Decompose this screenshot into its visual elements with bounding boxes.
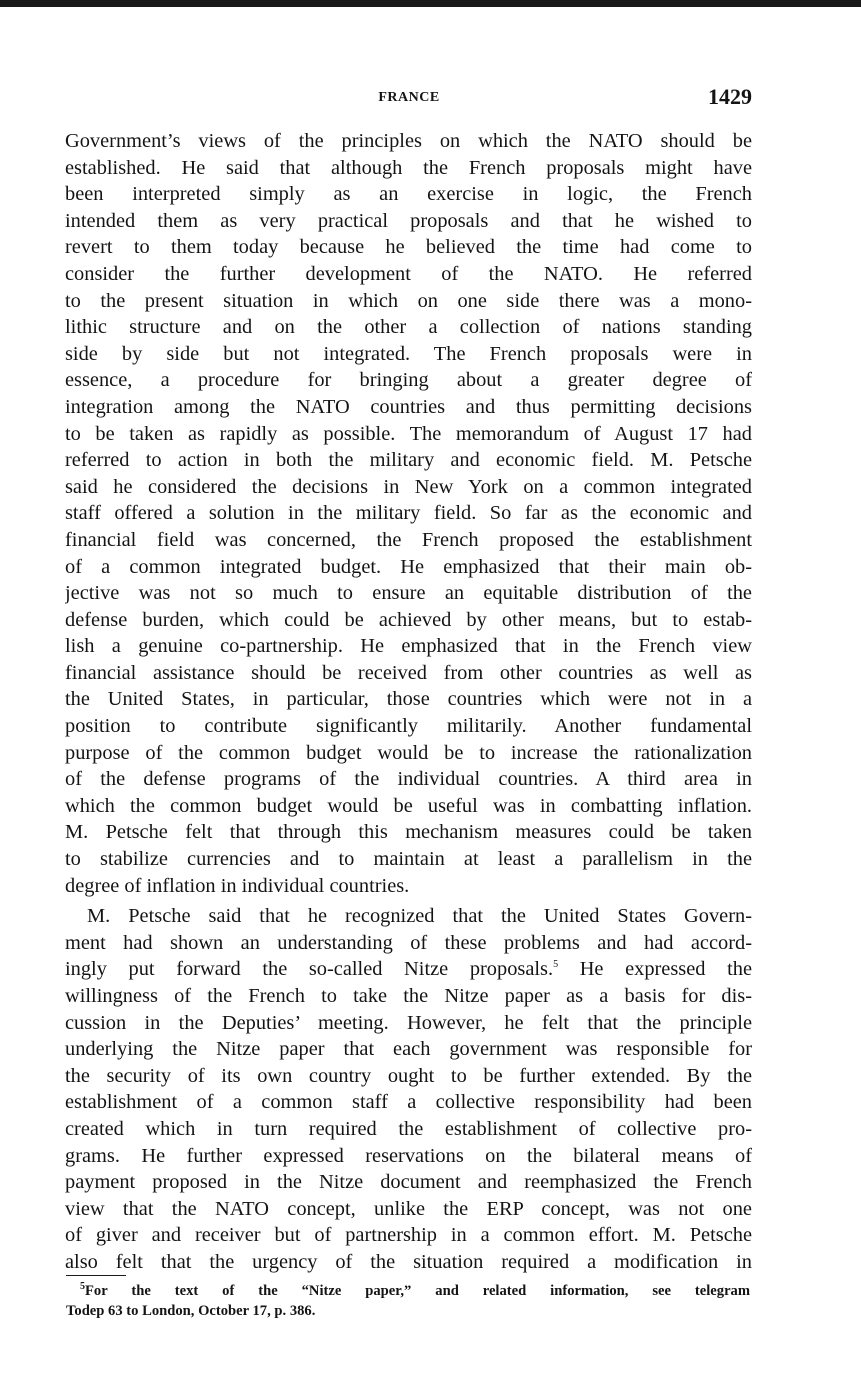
text-line: to be taken as rapidly as possible. The memorandum of August 17 had (65, 422, 752, 445)
text-line: payment proposed in the Nitze document and reemphasized the French (65, 1171, 752, 1194)
text-line: of a common integrated budget. He emphasized that their main ob- (65, 555, 752, 578)
footnote-marker: 5 (80, 1281, 85, 1293)
text-line: establishment of a common staff a collective responsibility had been (65, 1091, 752, 1114)
text-line: underlying the Nitze paper that each government was responsible for (65, 1038, 752, 1061)
text-line: position to contribute significantly militarily. Another fundamental (65, 715, 752, 738)
page-number: 1429 (708, 84, 752, 109)
text-line: of the defense programs of the individual countries. A third area in (65, 768, 752, 791)
footnote (66, 1281, 750, 1321)
text-line: financial assistance should be received from other countries as well as (65, 661, 752, 684)
text-line: willingness of the French to take the Nitze paper as a basis for dis- (65, 985, 752, 1007)
text-line: also felt that the urgency of the situation required a modification in (65, 1250, 752, 1273)
text-line: financial field was concerned, the French proposed the establishment (65, 528, 752, 551)
text-line: created which in turn required the establishment of collective pro- (65, 1117, 752, 1140)
text-line: lithic structure and on the other a collection of nations standing (65, 316, 752, 339)
text-line-with-footnote-ref (65, 956, 752, 983)
running-title: FRANCE (378, 90, 440, 105)
text-line: established. He said that although the French proposals might have (65, 156, 752, 179)
text-line: intended them as very practical proposals and that he wished to (65, 209, 752, 232)
text-line: staff offered a solution in the military field. So far as the economic and (65, 502, 752, 525)
top-border-rule (0, 0, 861, 7)
text-line: to the present situation in which on one side there was a mono- (65, 289, 752, 312)
text-line: purpose of the common budget would be to increase the rationalization (65, 741, 752, 764)
body-text (65, 128, 752, 1276)
text-segment: ingly put forward the so-called Nitze proposals. (65, 958, 554, 981)
text-line: M. Petsche said that he recognized that the United States Govern- (87, 905, 752, 928)
paragraph-1 (65, 128, 752, 899)
text-line: defense burden, which could be achieved by other means, but to estab- (65, 608, 752, 631)
running-head (66, 84, 752, 114)
text-line: referred to action in both the military and economic field. M. Petsche (65, 449, 752, 472)
text-line: revert to them today because he believed the time had come to (65, 236, 752, 259)
footnote-line: Todep 63 to London, October 17, p. 386. (66, 1303, 316, 1319)
text-line: of giver and receiver but of partnership in a common effort. M. Petsche (65, 1224, 752, 1247)
footnote-reference[interactable]: 5 (553, 959, 559, 971)
text-line: side by side but not integrated. The French proposals were in (65, 342, 752, 365)
text-line: ment had shown an understanding of these problems and had accord- (65, 931, 752, 954)
text-line: said he considered the decisions in New York on a common integrated (65, 475, 752, 498)
text-line: cussion in the Deputies’ meeting. However, he felt that the principle (65, 1011, 752, 1034)
text-line: the security of its own country ought to be further extended. By the (65, 1064, 752, 1087)
text-line: M. Petsche felt that through this mechanism measures could be taken (65, 821, 752, 844)
text-line: Government’s views of the principles on which the NATO should be (65, 130, 752, 152)
text-line: jective was not so much to ensure an equitable distribution of the (65, 582, 752, 605)
text-line: the United States, in particular, those countries which were not in a (65, 688, 752, 711)
text-line: view that the NATO concept, unlike the ERP concept, was not one (65, 1197, 752, 1220)
text-line: degree of inflation in individual countries. (65, 874, 410, 897)
footnote-text: For the text of the “Nitze paper,” and related information, see telegram (85, 1283, 750, 1299)
text-line: essence, a procedure for bringing about a greater degree of (65, 369, 752, 392)
text-segment: He expressed the (579, 958, 752, 981)
paragraph-2 (65, 903, 752, 1275)
text-line: which the common budget would be useful was in combatting inflation. (65, 794, 752, 817)
text-line: integration among the NATO countries and thus permitting decisions (65, 395, 752, 418)
footnote-line (66, 1281, 750, 1301)
text-line: consider the further development of the NATO. He referred (65, 262, 752, 285)
text-line: to stabilize currencies and to maintain at least a parallelism in the (65, 848, 752, 871)
footnote-rule (66, 1275, 126, 1276)
text-line: been interpreted simply as an exercise in logic, the French (65, 183, 752, 206)
text-line: grams. He further expressed reservations on the bilateral means of (65, 1144, 752, 1167)
text-line: lish a genuine co-partnership. He emphasized that in the French view (65, 635, 752, 658)
